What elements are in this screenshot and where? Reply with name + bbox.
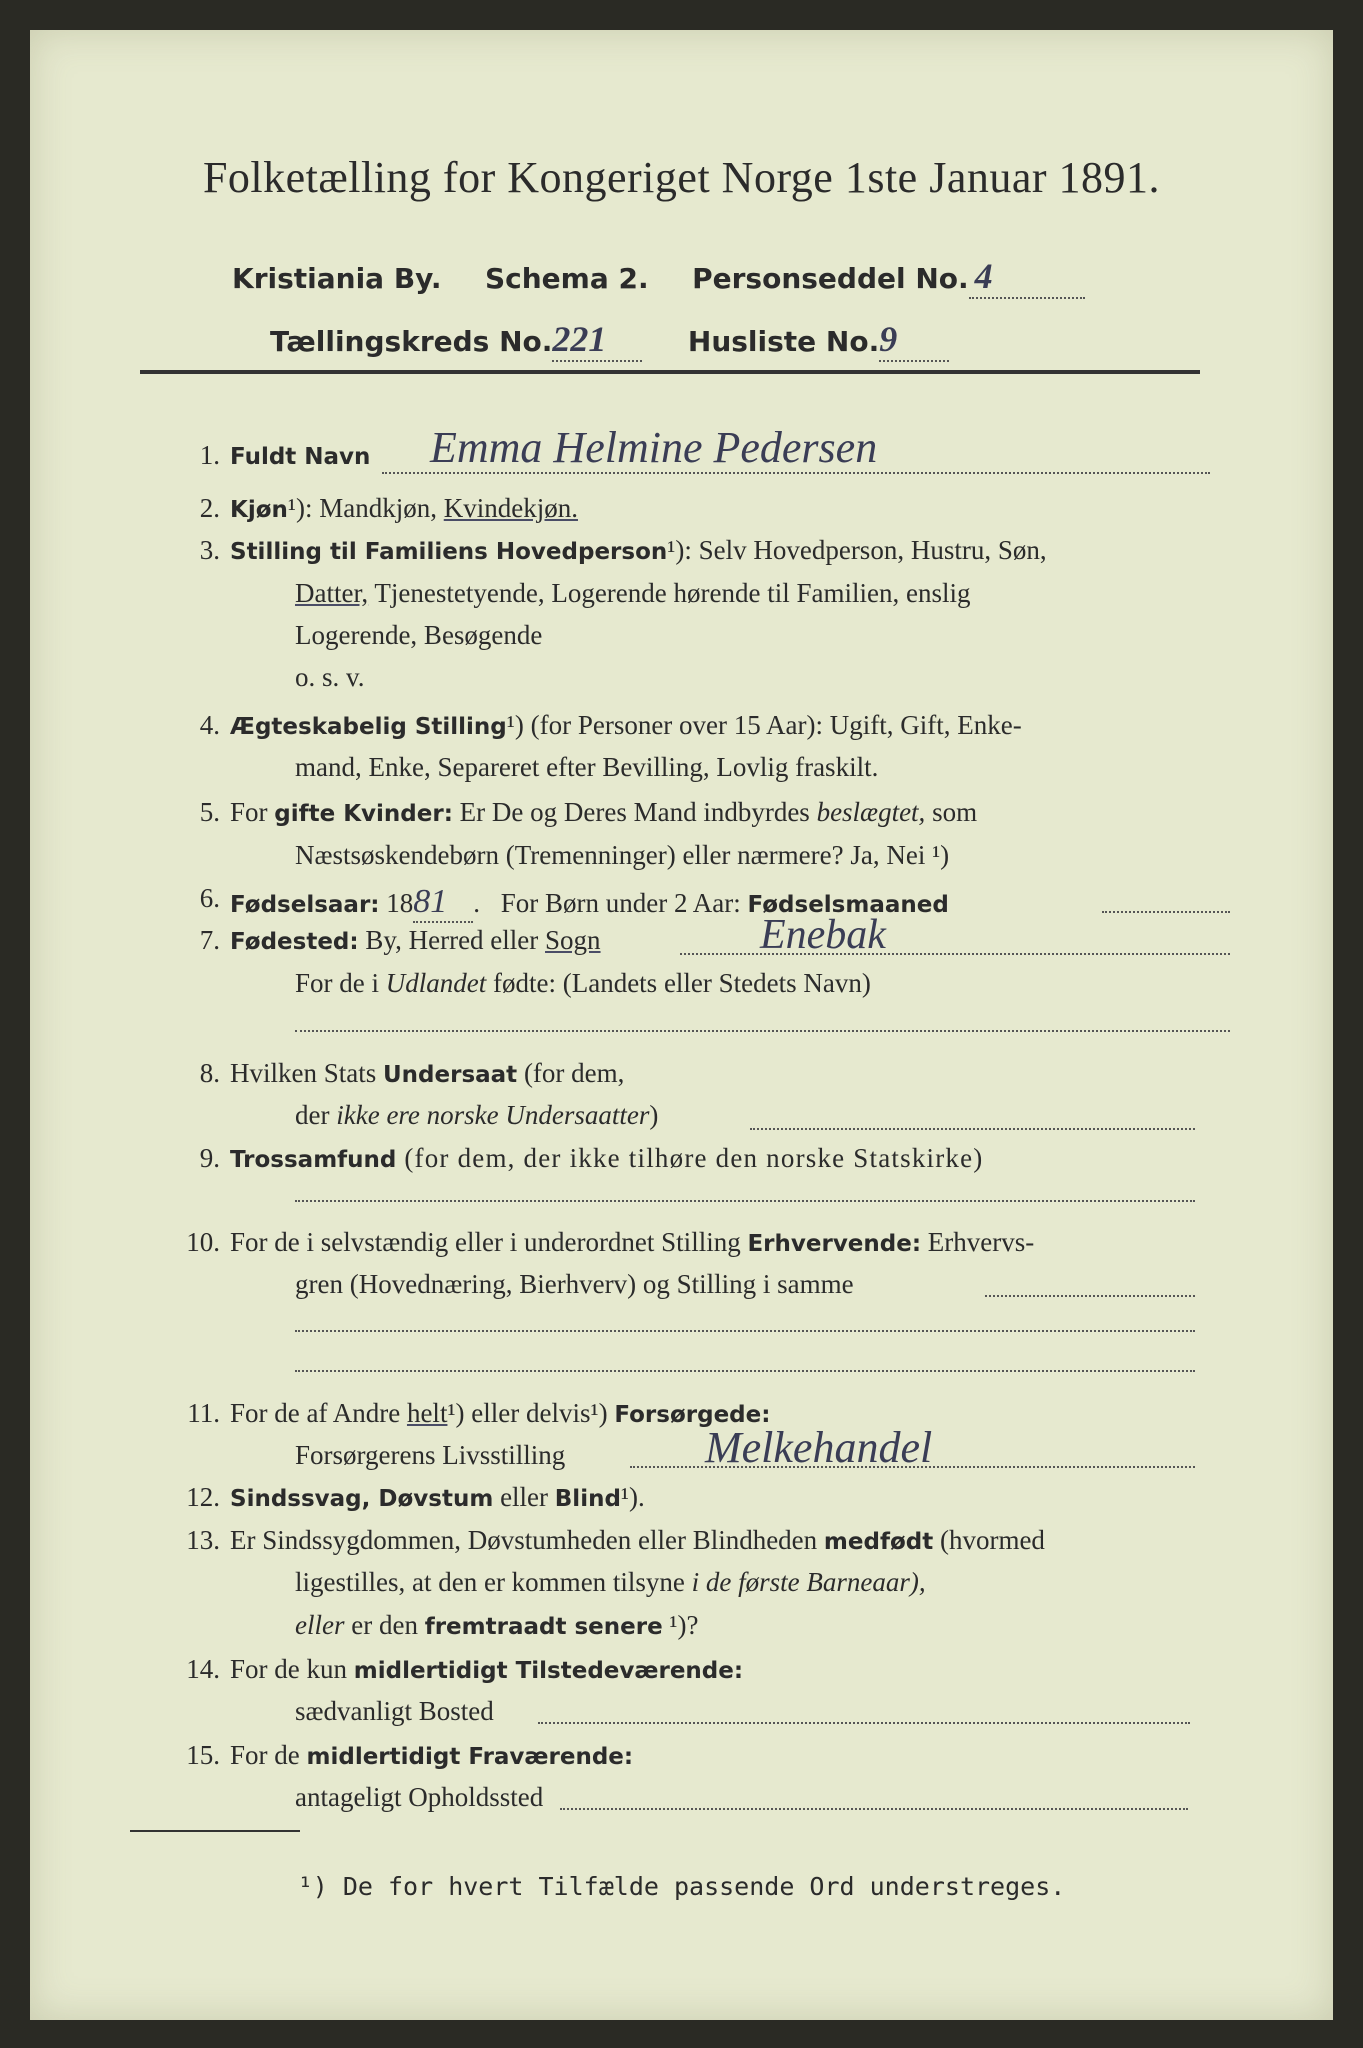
question-8-line-2 bbox=[295, 1100, 658, 1131]
question-label: Undersaat bbox=[383, 1062, 518, 1088]
question-text: ¹)? bbox=[662, 1610, 699, 1640]
question-number: 4. bbox=[199, 710, 220, 740]
question-label: Kjøn bbox=[230, 497, 288, 523]
form-subheading bbox=[232, 255, 1085, 299]
form-title: Folketælling for Kongeriget Norge 1ste Januar 1891. bbox=[202, 153, 1161, 202]
answer-line bbox=[295, 1030, 1230, 1032]
question-label: midlertidigt Fraværende: bbox=[306, 1744, 634, 1770]
question-number: 8. bbox=[199, 1058, 220, 1088]
question-label: midlertidigt Tilstedeværende: bbox=[353, 1658, 744, 1684]
question-text: (for dem, der ikke tilhøre den norske Statskirke) bbox=[396, 1143, 984, 1173]
question-label: Sindssvag, Døvstum bbox=[230, 1486, 494, 1512]
question-13-line-3 bbox=[295, 1610, 699, 1641]
question-text: For bbox=[230, 797, 268, 827]
question-number: 11. bbox=[187, 1398, 220, 1428]
question-italic: beslægtet, bbox=[816, 797, 926, 827]
question-10-line-2: gren (Hovednæring, Bierhverv) og Stilling i samme bbox=[295, 1269, 854, 1299]
birth-year-prefix: 18 bbox=[386, 888, 414, 918]
question-text: ¹). bbox=[620, 1482, 645, 1512]
question-text: eller bbox=[493, 1482, 555, 1512]
question-text: ¹): Mandkjøn, bbox=[287, 493, 437, 523]
question-13-line-2 bbox=[295, 1567, 926, 1598]
question-text: Hvilken Stats bbox=[230, 1058, 383, 1088]
question-text: ) bbox=[649, 1100, 659, 1130]
selected-option: Kvindekjøn. bbox=[443, 493, 578, 523]
question-label: Forsørgede: bbox=[614, 1402, 771, 1428]
answer-line bbox=[985, 1295, 1195, 1297]
question-text: For Børn under 2 Aar: bbox=[500, 888, 741, 918]
answer-line bbox=[295, 1370, 1195, 1372]
city-label: Kristiania By. bbox=[232, 262, 442, 295]
taellingskreds-number: 221 bbox=[552, 318, 642, 362]
question-text: ligestilles, at den er kommen tilsyne bbox=[295, 1567, 692, 1597]
answer-line bbox=[382, 472, 1210, 474]
question-11-line-2 bbox=[295, 1423, 933, 1472]
question-3-line-2 bbox=[295, 578, 970, 609]
question-label: Blind bbox=[554, 1486, 621, 1512]
question-text: (hvormed bbox=[933, 1525, 1045, 1555]
personseddel-label: Personseddel No. bbox=[692, 262, 969, 295]
husliste-label: Husliste No. bbox=[687, 325, 880, 358]
question-number: 9. bbox=[199, 1143, 220, 1173]
footnote-rule bbox=[130, 1830, 300, 1832]
answer-line bbox=[538, 1722, 1190, 1724]
question-label: Fuldt Navn bbox=[230, 444, 371, 470]
question-text: Forsørgerens Livsstilling bbox=[295, 1440, 566, 1470]
schema-label: Schema 2. bbox=[484, 262, 649, 295]
birth-year-value: 81 bbox=[413, 883, 473, 923]
question-number: 5. bbox=[199, 797, 220, 827]
answer-line bbox=[680, 953, 1230, 955]
question-14-line-2: sædvanligt Bosted bbox=[295, 1696, 494, 1726]
answer-line bbox=[295, 1200, 1195, 1202]
question-label: Stilling til Familiens Hovedperson bbox=[230, 539, 668, 565]
question-number: 1. bbox=[199, 440, 220, 470]
question-text: For de bbox=[230, 1740, 307, 1770]
census-form-sheet: Folketælling for Kongeriget Norge 1ste Januar 1891. Kristiania By. Schema 2. Personseddel No. 4 Tællingskreds No.221 Husliste No.9 1. Fuldt Navn Emma Helmine Pedersen 2. Kjøn¹): Mandkjøn, Kvindekjøn. 3. Stilling til Familiens Hovedperson¹): Selv Hovedperson, Hustru, Søn, Datter, Tjenestetyende, Logerende hørende til Familien, enslig Logerende, Besøgende o. s. v. 4. Ægteskabelig Stilling¹) (for Personer over 15 Aar): Ugift, Gift, Enke- mand, Enke, Separeret efter Bevilling, Lovlig fraskilt. 5. For gifte Kvinder: Er De og Deres Mand indbyrdes beslægtet, som Næstsøskendebørn (Tremenninger) eller nærmere? Ja, Nei ¹) 6. Fødselsaar: 1881 . For Børn under 2 Aar: Fødselsmaaned 7. Fødested: By, Herred eller Sogn Enebak For de i Udlandet fødte: (Landets eller Stedets Navn) 8. Hvilken Stats Undersaat (for dem, der ikke ere norske Undersaatter) 9. Trossamfund (for dem, der ikke tilhøre den norske Statskirke) 10. For de i selvstændig eller i underordnet Stilling Erhvervende: Erhvervs- gren (Hovednæring, Bierhverv) og Stilling i samme 11. For de af Andre helt¹) eller delvis¹) Forsørgede: Forsørgerens Livsstilling Melkehandel 12. Sindssvag, Døvstum eller Blind¹). 13. Er Sindssygdommen, Døvstumheden eller Blindheden medfødt (hvormed ligestilles, at den er kommen tilsyne i de første Barneaar), eller er den fremtraadt senere ¹)? 14. For de kun midlertidigt Tilstedeværende: sædvanligt Bosted 15. For de midlertidigt Fraværende: antageligt Opholdssted ¹) De for hvert Tilfælde passende Ord understreges. bbox=[30, 30, 1333, 2020]
question-italic: Udlandet bbox=[385, 968, 487, 998]
question-4-line-2: mand, Enke, Separeret efter Bevilling, Lovlig fraskilt. bbox=[295, 752, 879, 782]
question-label: Erhvervende: bbox=[747, 1231, 922, 1257]
question-text: ¹) eller delvis¹) bbox=[447, 1398, 615, 1428]
question-text: Tjenestetyende, Logerende hørende til Familien, enslig bbox=[368, 578, 971, 608]
question-text: er den bbox=[344, 1610, 425, 1640]
question-number: 10. bbox=[186, 1227, 220, 1257]
question-number: 13. bbox=[186, 1525, 220, 1555]
question-text: For de i selvstændig eller i underordnet Stilling bbox=[230, 1227, 748, 1257]
question-text: ¹) (for Personer over 15 Aar): Ugift, Gift, Enke- bbox=[506, 710, 1022, 740]
husliste-number: 9 bbox=[879, 318, 949, 362]
question-label: fremtraadt senere bbox=[424, 1614, 663, 1640]
question-number: 12. bbox=[186, 1482, 220, 1512]
answer-line bbox=[750, 1128, 1195, 1130]
question-text: For de af Andre bbox=[230, 1398, 407, 1428]
question-label: medfødt bbox=[823, 1529, 934, 1555]
answer-line bbox=[1102, 911, 1230, 913]
question-number: 7. bbox=[199, 925, 220, 955]
birthplace-value: Enebak bbox=[760, 912, 886, 958]
footnote: ¹) De for hvert Tilfælde passende Ord understreges. bbox=[297, 1872, 1066, 1901]
question-label: Fødested: bbox=[230, 929, 359, 955]
question-label: Fødselsmaaned bbox=[747, 892, 949, 918]
question-label: Trossamfund bbox=[230, 1147, 397, 1173]
question-label: gifte Kvinder: bbox=[274, 801, 453, 827]
answer-line bbox=[295, 1330, 1195, 1332]
selected-option: Sogn bbox=[545, 925, 601, 955]
question-label: Ægteskabelig Stilling bbox=[230, 714, 507, 740]
question-7-line-2 bbox=[295, 968, 871, 999]
header-rule bbox=[140, 370, 1200, 374]
question-text: som bbox=[925, 797, 978, 827]
form-district-line bbox=[270, 318, 949, 362]
question-number: 3. bbox=[199, 535, 220, 565]
question-3-line-3: Logerende, Besøgende bbox=[295, 620, 543, 650]
question-text: ¹): Selv Hovedperson, Hustru, Søn, bbox=[667, 535, 1047, 565]
answer-line bbox=[630, 1466, 1195, 1468]
provider-occupation-value: Melkehandel bbox=[705, 1423, 933, 1472]
selected-option: Datter, bbox=[295, 578, 369, 608]
question-text: fødte: (Landets eller Stedets Navn) bbox=[486, 968, 871, 998]
question-text: Er Sindssygdommen, Døvstumheden eller Blindheden bbox=[230, 1525, 824, 1555]
question-italic: eller bbox=[295, 1610, 345, 1640]
question-number: 14. bbox=[186, 1654, 220, 1684]
question-italic: ikke ere norske Undersaatter bbox=[336, 1100, 650, 1130]
question-15-line-2: antageligt Opholdssted bbox=[295, 1782, 544, 1812]
question-number: 6. bbox=[199, 883, 220, 913]
personseddel-number: 4 bbox=[969, 255, 1085, 299]
question-label: Fødselsaar: bbox=[230, 892, 380, 918]
selected-option: helt bbox=[406, 1398, 448, 1428]
full-name-value: Emma Helmine Pedersen bbox=[430, 423, 878, 472]
question-text: Erhvervs- bbox=[921, 1227, 1035, 1257]
question-number: 15. bbox=[186, 1740, 220, 1770]
question-5-line-2: Næstsøskendebørn (Tremenninger) eller nærmere? Ja, Nei ¹) bbox=[295, 840, 950, 870]
question-italic: i de første Barneaar), bbox=[691, 1567, 926, 1597]
question-text: For de i bbox=[295, 968, 386, 998]
question-text: (for dem, bbox=[517, 1058, 625, 1088]
question-text: Er De og Deres Mand indbyrdes bbox=[452, 797, 817, 827]
taellingskreds-label: Tællingskreds No. bbox=[270, 325, 553, 358]
question-3-line-4: o. s. v. bbox=[295, 662, 365, 692]
question-text: For de kun bbox=[230, 1654, 354, 1684]
question-text: der bbox=[295, 1100, 337, 1130]
question-text: By, Herred eller bbox=[358, 925, 546, 955]
question-number: 2. bbox=[199, 493, 220, 523]
answer-line bbox=[560, 1808, 1188, 1810]
